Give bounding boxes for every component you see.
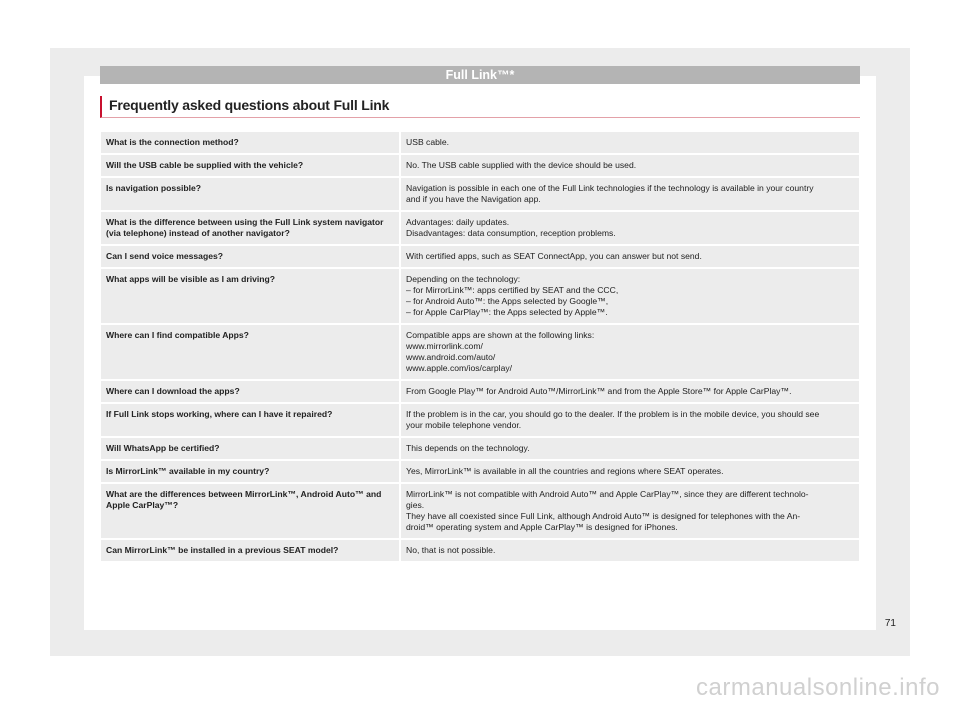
page-title: Frequently asked questions about Full Link [109,97,390,113]
faq-question: What are the differences between MirrorLink™, Android Auto™ and Apple CarPlay™? [101,484,401,538]
faq-question: Can MirrorLink™ be installed in a previous SEAT model? [101,540,401,561]
faq-answer: MirrorLink™ is not compatible with Android Auto™ and Apple CarPlay™, since they are different technolo- gies. They have all coexisted since Full Link, although Android Auto™ is designed for telephones with the An- droid™ operating system and Apple CarPlay™ is designed for iPhones. [401,484,859,538]
faq-question: Will WhatsApp be certified? [101,438,401,459]
faq-row [101,246,859,267]
faq-row [101,484,859,538]
faq-question: Is MirrorLink™ available in my country? [101,461,401,482]
faq-row [101,155,859,176]
faq-answer: No, that is not possible. [401,540,859,561]
faq-table [101,130,859,563]
faq-question: What is the connection method? [101,132,401,153]
page-number: 71 [884,618,896,629]
faq-answer: Yes, MirrorLink™ is available in all the countries and regions where SEAT operates. [401,461,859,482]
faq-row [101,461,859,482]
faq-row [101,438,859,459]
faq-question: What apps will be visible as I am driving? [101,269,401,323]
faq-answer: If the problem is in the car, you should go to the dealer. If the problem is in the mobile device, you should see your mobile telephone vendor. [401,404,859,436]
faq-question: Where can I find compatible Apps? [101,325,401,379]
faq-question: Is navigation possible? [101,178,401,210]
faq-answer: From Google Play™ for Android Auto™/MirrorLink™ and from the Apple Store™ for Apple CarPlay™. [401,381,859,402]
faq-question: What is the difference between using the Full Link system navigator (via telephone) instead of another navigator? [101,212,401,244]
faq-row [101,178,859,210]
faq-row [101,404,859,436]
faq-question: Will the USB cable be supplied with the vehicle? [101,155,401,176]
faq-answer: This depends on the technology. [401,438,859,459]
faq-row [101,325,859,379]
faq-question: Can I send voice messages? [101,246,401,267]
faq-answer: No. The USB cable supplied with the device should be used. [401,155,859,176]
faq-answer: Depending on the technology: – for MirrorLink™: apps certified by SEAT and the CCC, – for Android Auto™: the Apps selected by Google™, – for Apple CarPlay™: the Apps selected by Apple™. [401,269,859,323]
faq-answer: With certified apps, such as SEAT ConnectApp, you can answer but not send. [401,246,859,267]
faq-row [101,381,859,402]
faq-row [101,269,859,323]
faq-answer: Navigation is possible in each one of the Full Link technologies if the technology is available in your country and if you have the Navigation app. [401,178,859,210]
page-background [50,48,910,656]
faq-row [101,132,859,153]
faq-question: Where can I download the apps? [101,381,401,402]
faq-answer: Advantages: daily updates. Disadvantages: data consumption, reception problems. [401,212,859,244]
faq-row [101,212,859,244]
title-row [100,96,860,118]
faq-answer: Compatible apps are shown at the following links: www.mirrorlink.com/ www.android.com/auto/ www.apple.com/ios/carplay/ [401,325,859,379]
section-banner: Full Link™* [100,66,860,84]
faq-question: If Full Link stops working, where can I have it repaired? [101,404,401,436]
faq-row [101,540,859,561]
faq-answer: USB cable. [401,132,859,153]
watermark: carmanualsonline.info [696,674,940,701]
